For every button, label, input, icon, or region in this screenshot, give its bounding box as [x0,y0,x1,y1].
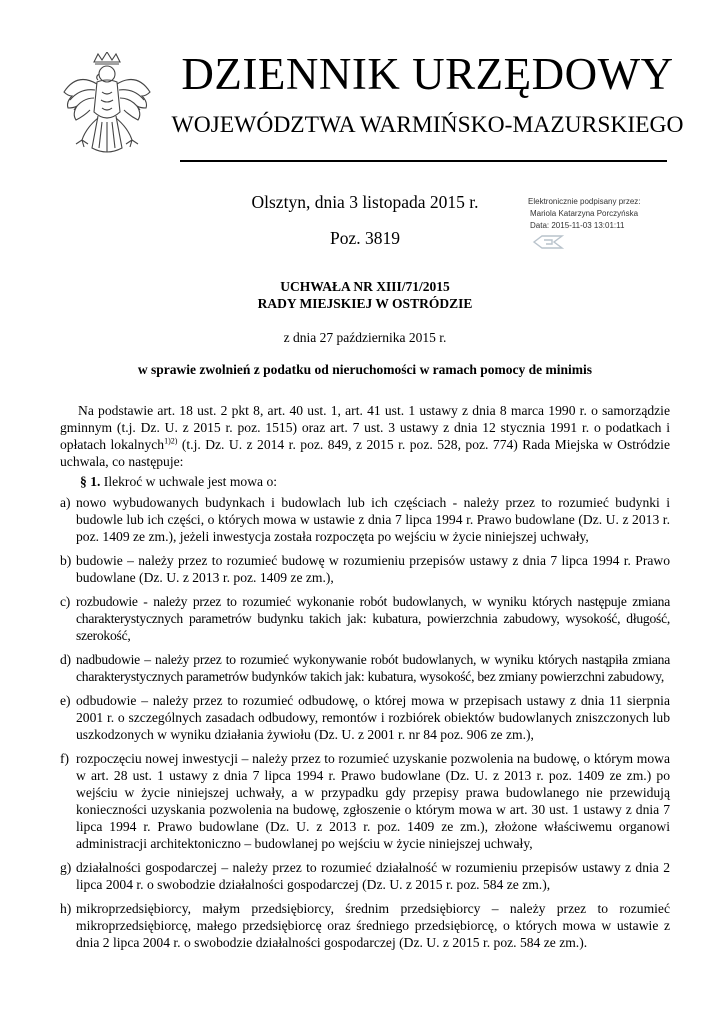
item-text: rozpoczęciu nowej inwestycji – należy przez to rozumieć uzyskanie pozwolenia na budowę, o którym mowa w art. 28 ust. 1 ustawy z dnia 7 lipca 1994 r. Prawo budowlane (Dz. U. z 2013 r. poz. 1409 ze zm.) po wejściu w życie niniejszej uchwały, a w przypadku gdy przepisy prawa budowlanego nie przewidują konieczności uzyskania pozwolenia na budowę, zgłoszenie o którym mowa w art. 30 ust. 1 ustawy z dnia 7 lipca 1994 r. Prawo budowlane (Dz. U. z 2013 r. poz. 1409 ze zm.), złożone właściwemu organowi administracji architektoniczno – budowlanej po wejściu w życie niniejszej uchwały, [76,751,670,851]
list-item [60,750,670,852]
item-text: nadbudowie – należy przez to rozumieć wykonywanie robót budowlanych, w wyniku których nastąpiła zmiana charakterystycznych parametrów budynków takich jak: kubatura, wysokość, bez zmiany powierzchni zabudowy, [76,652,670,684]
item-text: rozbudowie - należy przez to rozumieć wykonanie robót budowlanych, w wyniku których następuje zmiana charakterystycznych parametrów budynku takich jak: kubatura, powierzchnia zabudowy, wysokość, długość, szerokość, [76,594,670,643]
resolution-number: UCHWAŁA NR XIII/71/2015 [280,279,450,294]
resolution-body [60,402,670,958]
list-item [60,859,670,893]
journal-subtitle: WOJEWÓDZTWA WARMIŃSKO-MAZURSKIEGO [171,112,684,138]
item-text: działalności gospodarczej – należy przez to rozumieć działalność w rozumieniu przepisów ustawy z dnia 2 lipca 2004 r. o swobodzie działalności gospodarczej (Dz. U. z 2015 r. poz. 584 ze zm.), [76,860,670,892]
item-marker: b) [60,553,72,568]
list-item [60,900,670,951]
list-item [60,593,670,644]
paragraph-label: § 1. [80,474,101,489]
item-marker: e) [60,693,71,708]
legal-basis-text-cont: (t.j. Dz. U. z 2014 r. poz. 849, z 2015 r. poz. 528, poz. 774) Rada Miejska w Ostródzie uchwala, co następuje: [60,437,670,469]
polish-eagle-emblem-icon [62,52,152,168]
item-text: mikroprzedsiębiorcy, małym przedsiębiorcy, średnim przedsiębiorcy – należy przez to rozumieć mikroprzedsiębiorcę, małego przedsiębiorcę oraz średniego przedsiębiorcę, o których mowa w ustawie z dnia 2 lipca 2004 r. o swobodzie działalności gospodarczej (Dz. U. z 2015 r. poz. 584 ze zm.). [76,901,670,950]
item-marker: c) [60,594,71,609]
item-marker: a) [60,495,71,510]
list-item [60,552,670,586]
legal-basis [60,402,670,470]
header-divider [180,160,667,162]
resolution-date: z dnia 27 października 2015 r. [283,330,447,345]
publication-dateline: Olsztyn, dnia 3 listopada 2015 r. [251,192,479,212]
footnote-ref: 1)2) [164,436,178,446]
signature-logo-icon [532,234,564,250]
journal-title: DZIENNIK URZĘDOWY [181,49,674,99]
legal-basis-text: Na podstawie art. 18 ust. 2 pkt 8, art. 40 ust. 1, art. 41 ust. 1 ustawy z dnia 8 marca 1990 r. o samorządzie gminnym (t.j. Dz. U. z 2015 r. poz. 1515) oraz art. 7 ust. 3 ustawy z dnia 12 stycznia 1991 r. o podatkach i opłatach lokalnych [60,403,670,452]
paragraph-1 [60,473,670,490]
item-marker: d) [60,652,71,667]
position-number: Poz. 3819 [330,228,400,248]
signature-caption: Elektronicznie podpisany przez: [528,197,641,206]
item-marker: f) [60,751,70,766]
list-item [60,494,670,545]
item-text: odbudowie – należy przez to rozumieć odbudowę, o której mowa w przepisach ustawy z dnia 11 sierpnia 2001 r. o szczególnych zasadach odbudowy, remontów i rozbiórek obiektów budowlanych zniszczonych lub uszkodzonych w wyniku działania żywiołu (Dz. U. z 2001 r. nr 84 poz. 906 ze zm.), [76,693,670,742]
definitions-list [60,494,670,951]
signer-name: Mariola Katarzyna Porczyńska [530,209,639,218]
electronic-signature [528,196,641,232]
list-item [60,692,670,743]
paragraph-intro: Ilekroć w uchwale jest mowa o: [100,474,278,489]
council-name: RADY MIEJSKIEJ W OSTRÓDZIE [257,296,473,311]
item-text: budowie – należy przez to rozumieć budowę w rozumieniu przepisów ustawy z dnia 7 lipca 1994 r. Prawo budowlane (Dz. U. z 2013 r. poz. 1409 ze zm.), [76,553,670,585]
list-item [60,651,670,685]
item-marker: g) [60,860,72,875]
item-text: nowo wybudowanych budynkach i budowlach lub ich częściach - należy przez to rozumieć budynki i budowle lub ich części, o których mowa w ustawie z dnia 7 lipca 1994 r. Prawo budowlane (Dz. U. z 2013 r. poz. 1409 ze zm.), jeżeli inwestycja została rozpoczęta po wejściu w życie niniejszej uchwały, [76,495,670,544]
item-marker: h) [60,901,72,916]
resolution-subject: w sprawie zwolnień z podatku od nieruchomości w ramach pomocy de minimis [137,362,593,377]
signature-date: Data: 2015-11-03 13:01:11 [530,221,625,230]
